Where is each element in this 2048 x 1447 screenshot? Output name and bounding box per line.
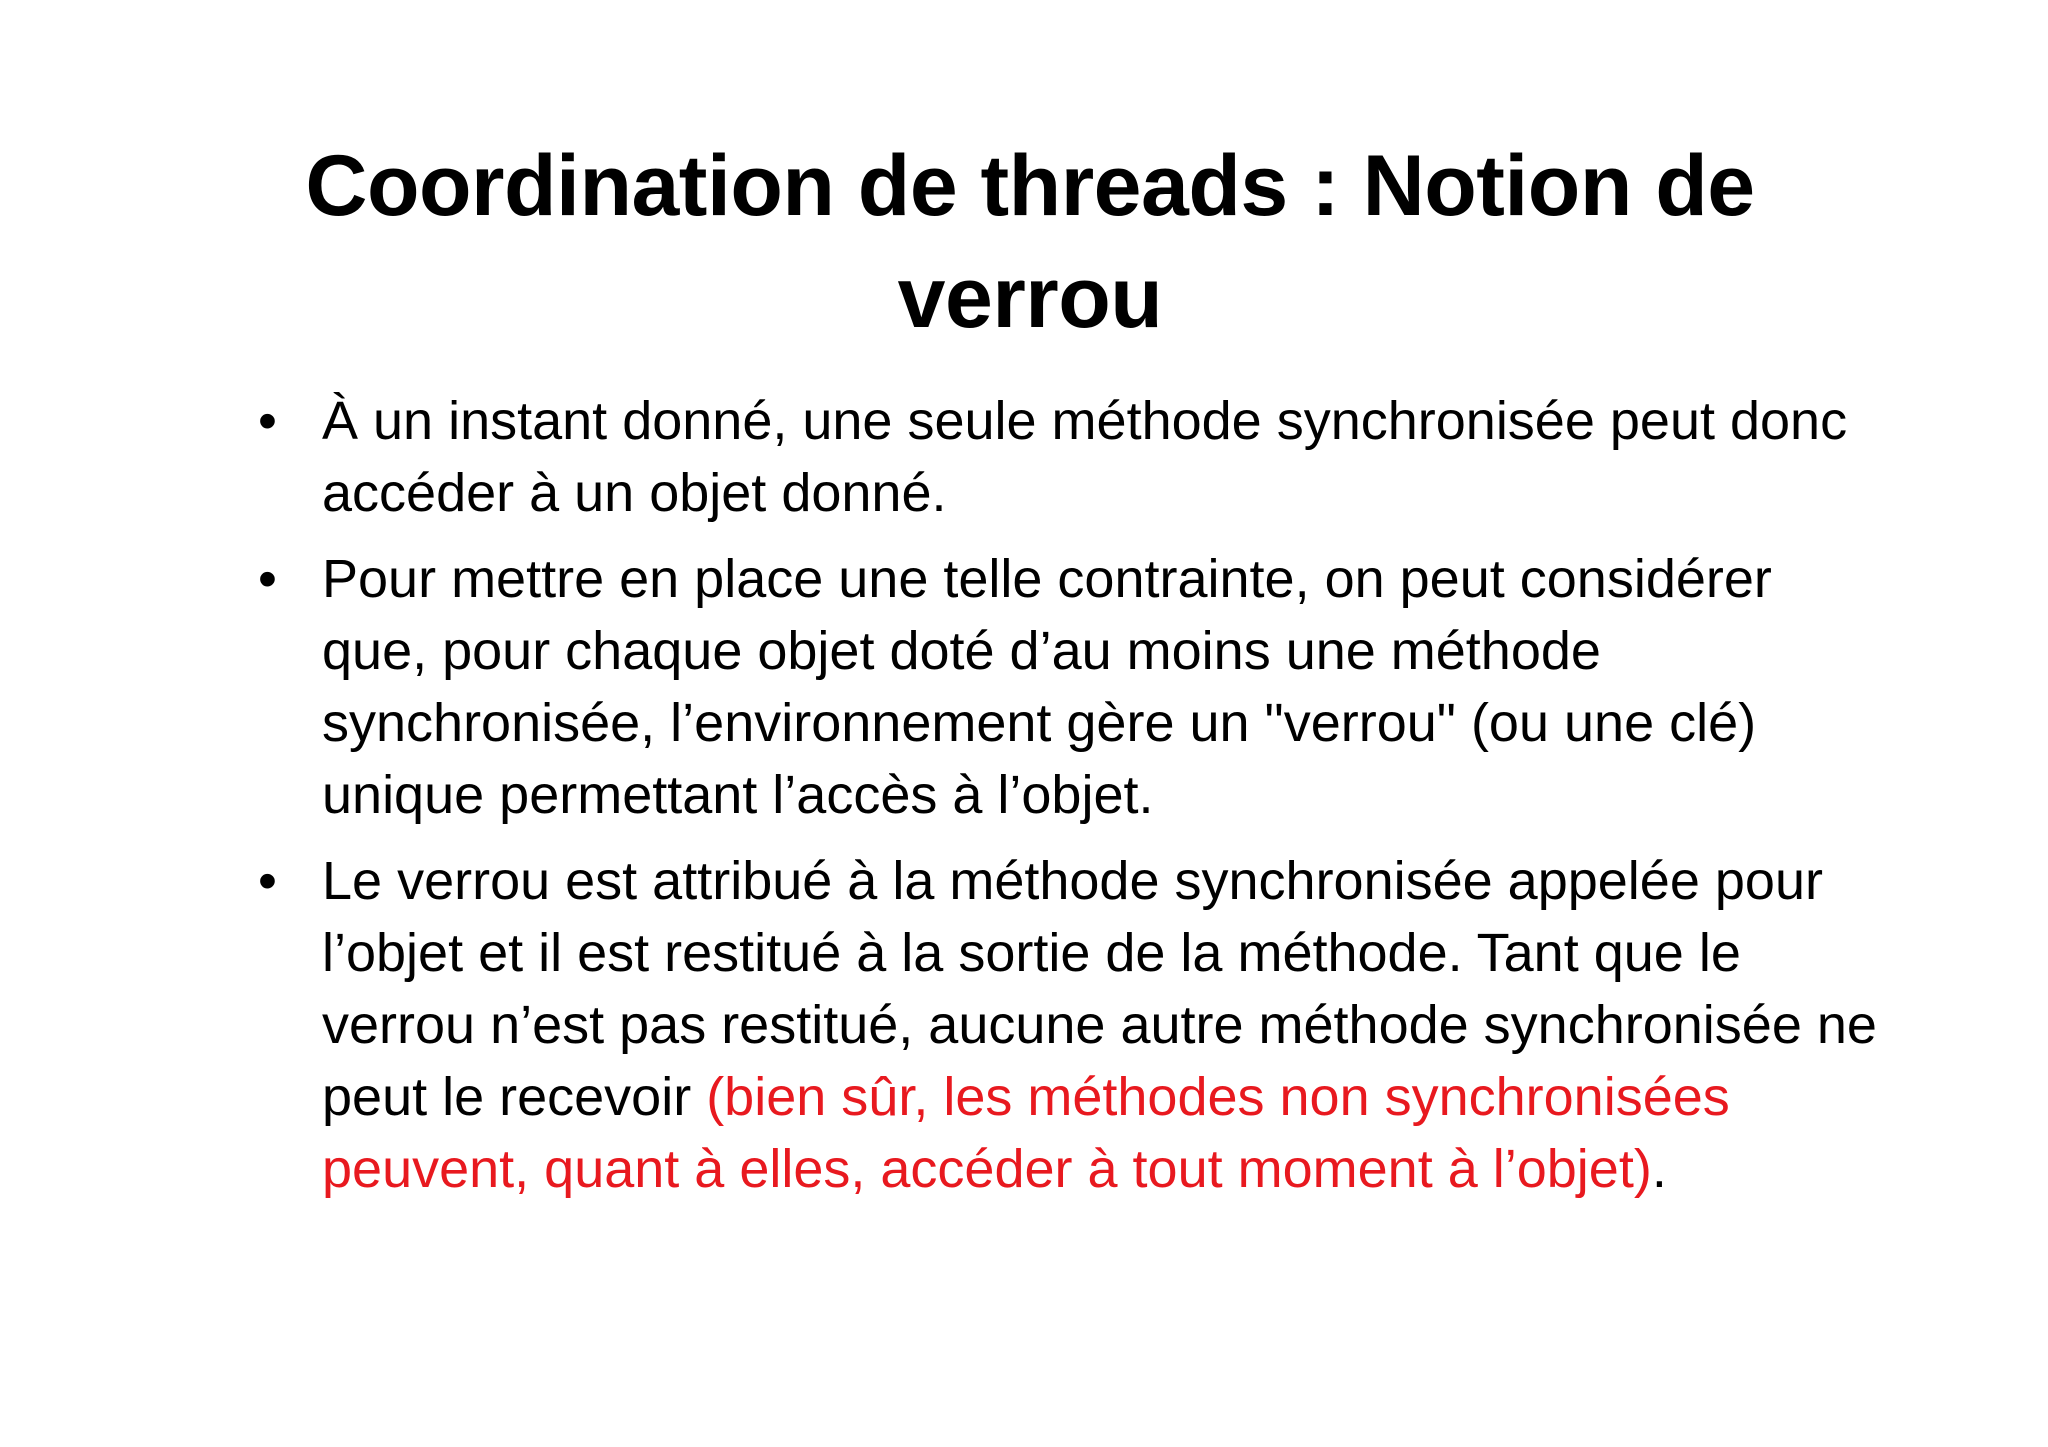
bullet-list	[250, 385, 1890, 1219]
bullet-text: À un instant donné, une seule méthode synchronisée peut donc accéder à un objet donné.	[322, 391, 1848, 523]
bullet-end-punctuation: .	[1651, 1139, 1667, 1199]
bullet-item	[250, 543, 1890, 831]
bullet-item	[250, 385, 1890, 529]
bullet-text: Pour mettre en place une telle contrainte, on peut considérer que, pour chaque objet doté d’au moins une méthode synchronisée, l’environnement gère un "verrou" (ou une clé) unique permettant l’accès à l’objet.	[322, 549, 1772, 825]
bullet-icon: •	[258, 851, 277, 911]
bullet-text: Le verrou est attribué à la méthode synchronisée appelée pour l’objet et il est restitué à la sortie de la méthode. Tant que le verrou n’est pas restitué, aucune autre méthode synchronisée ne peut le recevoir	[322, 851, 1877, 1127]
bullet-highlight-text: (bien sûr, les méthodes non synchronisées peuvent, quant à elles, accéder à tout moment à l’objet)	[322, 1067, 1730, 1199]
bullet-icon: •	[258, 391, 277, 451]
bullet-item	[250, 845, 1890, 1205]
bullet-icon: •	[258, 549, 277, 609]
slide-title: Coordination de threads : Notion de verrou	[305, 138, 1755, 346]
